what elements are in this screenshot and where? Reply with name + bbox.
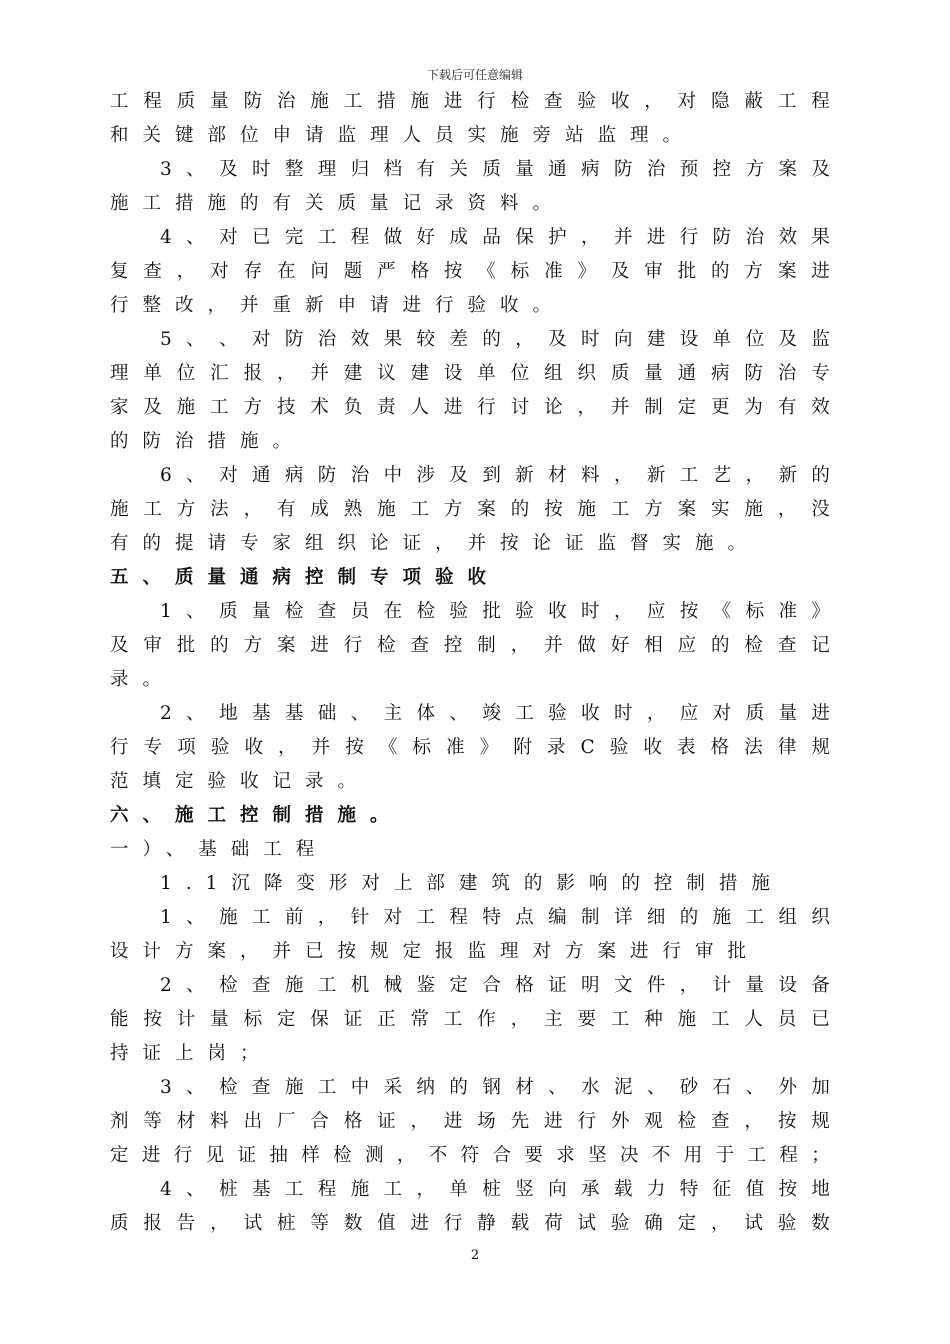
text-line: 4 、 桩 基 工 程 施 工 ， 单 桩 竖 向 承 载 力 特 征 值 按 地 — [160, 1179, 830, 1200]
text-line: 3 、 及 时 整 理 归 档 有 关 质 量 通 病 防 治 预 控 方 案 及 — [160, 159, 830, 180]
text-line: 剂 等 材 料 出 厂 合 格 证 ， 进 场 先 进 行 外 观 检 查 ， 按 规 — [110, 1111, 830, 1132]
text-line: 定 进 行 见 证 抽 样 检 测 ， 不 符 合 要 求 坚 决 不 用 于 工 程 ； — [110, 1145, 830, 1166]
text-line: 5 、 、 对 防 治 效 果 较 差 的 ， 及 时 向 建 设 单 位 及 监 — [160, 329, 830, 350]
text-line: 家 及 施 工 方 技 术 负 责 人 进 行 讨 论 ， 并 制 定 更 为 有 效 — [110, 397, 830, 418]
text-line: 范填定验收记录。 — [110, 771, 371, 792]
text-line: 和关键部位申请监理人员实施旁站监理。 — [110, 125, 696, 146]
text-line: 1 、 质 量 检 查 员 在 检 验 批 验 收 时 ， 应 按 《 标 准 》 — [160, 601, 830, 622]
page-number: 2 — [470, 1248, 480, 1263]
text-line: 1 、 施 工 前 ， 针 对 工 程 特 点 编 制 详 细 的 施 工 组 织 — [160, 907, 830, 928]
text-line: 能 按 计 量 标 定 保 证 正 常 工 作 ， 主 要 工 种 施 工 人 员 已 — [110, 1009, 830, 1030]
text-line: 有的提请专家组织论证，并按论证监督实施。 — [110, 533, 761, 554]
text-line: 施 工 方 法 ， 有 成 熟 施 工 方 案 的 按 施 工 方 案 实 施 ， 没 — [110, 499, 830, 520]
text-line: 2 、 检 查 施 工 机 械 鉴 定 合 格 证 明 文 件 ， 计 量 设 备 — [160, 975, 830, 996]
text-line: 持证上岗； — [110, 1043, 273, 1064]
text-line: 的防治措施。 — [110, 431, 306, 452]
text-line: 工 程 质 量 防 治 施 工 措 施 进 行 检 查 验 收 ， 对 隐 蔽 工 程 — [110, 91, 830, 112]
text-line: 质 报 告 ， 试 桩 等 数 值 进 行 静 载 荷 试 验 确 定 ， 试 验 数 — [110, 1213, 830, 1234]
section-heading: 六、施工控制措施。 — [110, 805, 403, 826]
text-line: 4 、 对 已 完 工 程 做 好 成 品 保 护 ， 并 进 行 防 治 效 果 — [160, 227, 830, 248]
text-line: 3 、 检 查 施 工 中 采 纳 的 钢 材 、 水 泥 、 砂 石 、 外 加 — [160, 1077, 830, 1098]
text-line: 行整改，并重新申请进行验收。 — [110, 295, 566, 316]
text-line: 6 、 对 通 病 防 治 中 涉 及 到 新 材 料 ， 新 工 艺 ， 新 的 — [160, 465, 830, 486]
text-line: 1.1沉降变形对上部建筑的影响的控制措施 — [160, 873, 784, 894]
text-line: 一）、基础工程 — [110, 839, 329, 860]
section-heading: 五、质量通病控制专项验收 — [110, 567, 501, 588]
text-line: 复 查 ， 对 存 在 问 题 严 格 按 《 标 准 》 及 审 批 的 方 案 进 — [110, 261, 830, 282]
text-line: 理 单 位 汇 报 ， 并 建 议 建 设 单 位 组 织 质 量 通 病 防 治 专 — [110, 363, 830, 384]
page-header: 下载后可任意编辑 — [426, 68, 523, 82]
text-line: 及 审 批 的 方 案 进 行 检 查 控 制 ， 并 做 好 相 应 的 检 查 记 — [110, 635, 830, 656]
text-line: 行 专 项 验 收 ， 并 按 《 标 准 》 附 录 C 验 收 表 格 法 律 规 — [110, 737, 830, 758]
text-line: 设计方案，并已按规定报监理对方案进行审批 — [110, 941, 761, 962]
text-line: 施工措施的有关质量记录资料。 — [110, 193, 566, 214]
text-line: 2 、 地 基 基 础 、 主 体 、 竣 工 验 收 时 ， 应 对 质 量 进 — [160, 703, 830, 724]
text-line: 录。 — [110, 669, 176, 690]
